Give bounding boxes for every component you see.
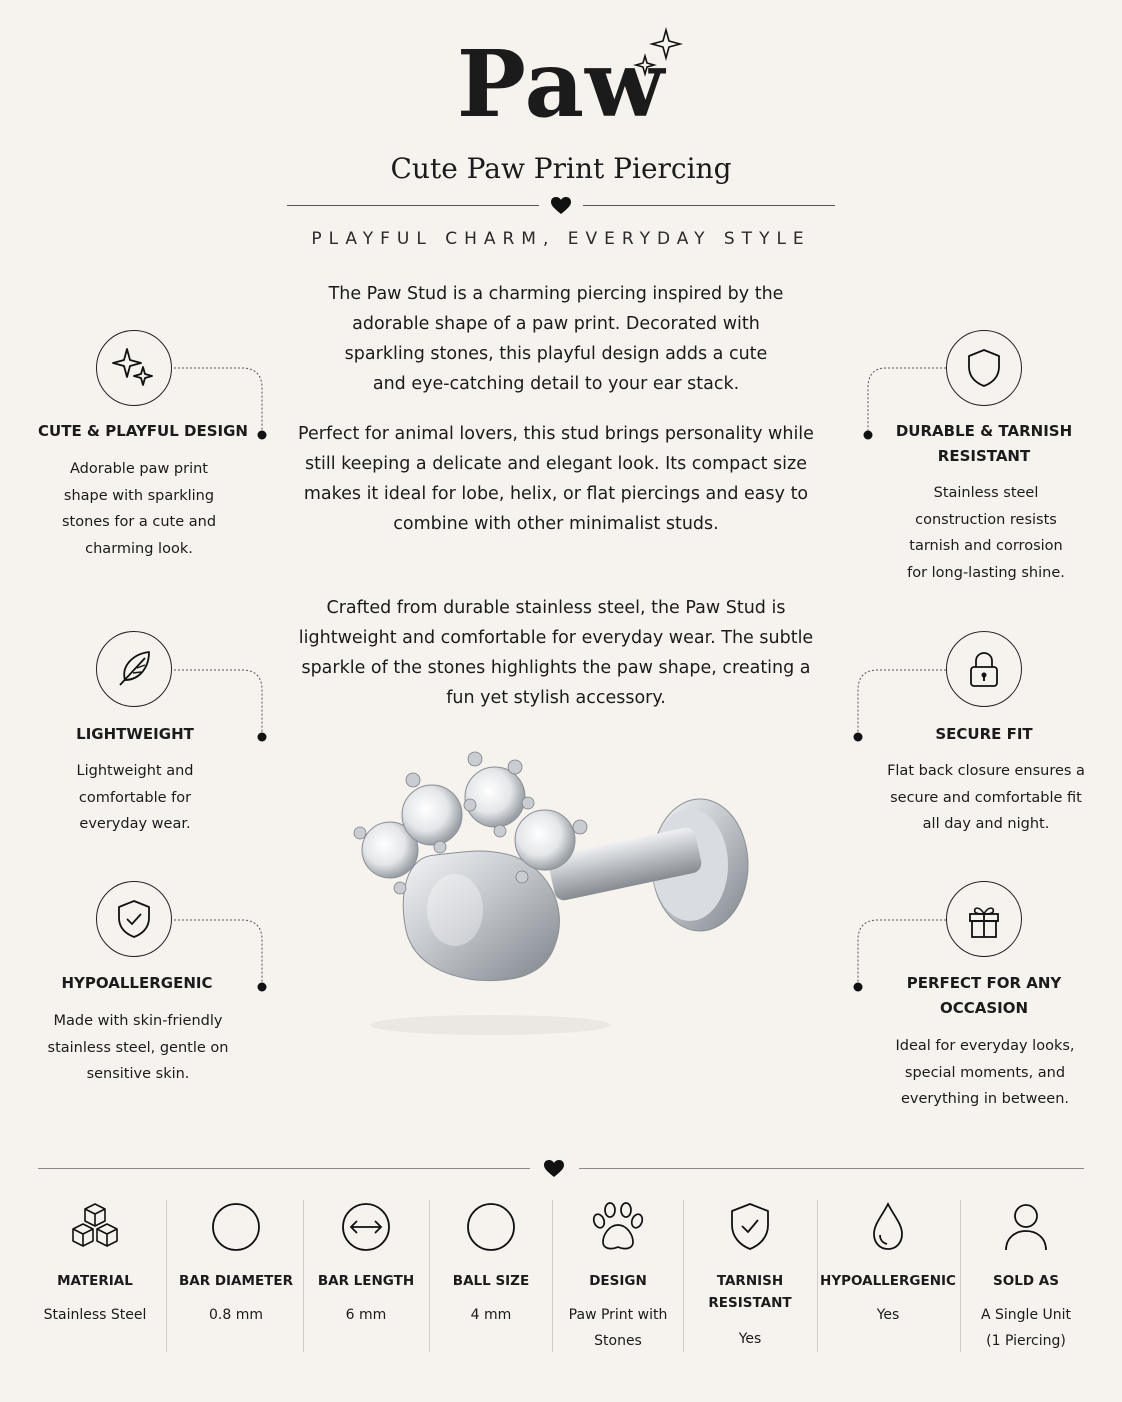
description-paragraph-2: Perfect for animal lovers, this stud brings personality while still keeping a delicate and elegant look. Its compact size makes it ideal for lobe, helix, or flat piercings and easy to combine with other minimalist studs. bbox=[298, 424, 814, 534]
spec-label: TARNISH RESISTANT bbox=[708, 1273, 792, 1311]
spec-separator bbox=[960, 1200, 961, 1352]
spec-label: DESIGN bbox=[589, 1273, 647, 1289]
spec-value: A Single Unit (1 Piercing) bbox=[980, 1307, 1071, 1349]
product-image bbox=[340, 745, 770, 1045]
spec-label: BAR DIAMETER bbox=[179, 1273, 293, 1289]
cubes-icon bbox=[68, 1200, 122, 1254]
spec-hypoallergenic bbox=[819, 1192, 957, 1357]
feature-icon-circle bbox=[96, 330, 172, 406]
feature-desc: Adorable paw print shape with sparkling stones for a cute and charming look. bbox=[61, 461, 217, 557]
spec-label: HYPOALLERGENIC bbox=[820, 1273, 956, 1289]
heart-icon bbox=[551, 197, 571, 215]
divider-right bbox=[583, 205, 835, 206]
feature-desc: Stainless steel construction resists tarnish and corrosion for long-lasting shine. bbox=[907, 485, 1065, 581]
spec-bar-diameter bbox=[170, 1192, 302, 1357]
person-icon bbox=[1001, 1200, 1051, 1254]
feature-icon-circle bbox=[96, 631, 172, 707]
feature-icon-circle bbox=[946, 330, 1022, 406]
spec-material bbox=[30, 1192, 160, 1357]
spec-separator bbox=[552, 1200, 553, 1352]
spec-separator bbox=[166, 1200, 167, 1352]
feature-title: LIGHTWEIGHT bbox=[76, 725, 194, 743]
feature-title: HYPOALLERGENIC bbox=[61, 974, 213, 992]
feature-desc: Made with skin-friendly stainless steel, gentle on sensitive skin. bbox=[47, 1013, 229, 1082]
spec-ball-size bbox=[431, 1192, 551, 1357]
feather-icon bbox=[111, 646, 157, 692]
circle-icon bbox=[464, 1200, 518, 1254]
feature-desc: Flat back closure ensures a secure and comfortable fit all day and night. bbox=[887, 763, 1085, 832]
feature-title: CUTE & PLAYFUL DESIGN bbox=[38, 422, 248, 440]
gift-icon bbox=[962, 897, 1006, 941]
spec-separator bbox=[429, 1200, 430, 1352]
spec-value: 6 mm bbox=[345, 1307, 387, 1323]
feature-icon-circle bbox=[96, 881, 172, 957]
description-paragraph-3: Crafted from durable stainless steel, the Paw Stud is lightweight and comfortable for everyday wear. The subtle sparkle of the stones highlights the paw shape, creating a fun yet stylish accessory. bbox=[298, 598, 814, 708]
feature-title: DURABLE & TARNISH RESISTANT bbox=[895, 422, 1073, 465]
spec-bar-length bbox=[305, 1192, 427, 1357]
product-title: Paw bbox=[456, 30, 666, 138]
circle-icon bbox=[209, 1200, 263, 1254]
spec-value: Paw Print with Stones bbox=[568, 1307, 668, 1349]
padlock-icon bbox=[962, 647, 1006, 691]
shield-check-icon bbox=[112, 897, 156, 941]
double-arrow-icon bbox=[339, 1200, 393, 1254]
droplet-icon bbox=[866, 1200, 910, 1254]
spec-separator bbox=[303, 1200, 304, 1352]
feature-title: SECURE FIT bbox=[935, 725, 1033, 743]
product-subtitle: Cute Paw Print Piercing bbox=[390, 152, 732, 185]
spec-value: 4 mm bbox=[470, 1307, 512, 1323]
paw-icon bbox=[589, 1199, 647, 1255]
spec-tarnish-resistant bbox=[685, 1192, 815, 1357]
spec-separator bbox=[683, 1200, 684, 1352]
feature-title: PERFECT FOR ANY OCCASION bbox=[906, 974, 1062, 1017]
description-paragraph-1: The Paw Stud is a charming piercing inspired by the adorable shape of a paw print. Decorated with sparkling stones, this playful design adds a cute and eye-catching detail to your ear stack. bbox=[328, 284, 784, 394]
shield-check-icon bbox=[725, 1200, 775, 1254]
sparkle-icon bbox=[628, 26, 688, 86]
feature-desc: Ideal for everyday looks, special moments, and everything in between. bbox=[895, 1038, 1075, 1107]
divider-left bbox=[38, 1168, 530, 1169]
spec-value: Yes bbox=[738, 1331, 762, 1347]
spec-value: Yes bbox=[876, 1307, 900, 1323]
sparkles-icon bbox=[109, 343, 159, 393]
shield-icon bbox=[962, 346, 1006, 390]
spec-value: 0.8 mm bbox=[209, 1307, 263, 1323]
feature-icon-circle bbox=[946, 631, 1022, 707]
spec-label: BALL SIZE bbox=[452, 1273, 530, 1289]
divider-left bbox=[287, 205, 539, 206]
spec-label: BAR LENGTH bbox=[317, 1273, 415, 1289]
spec-design bbox=[555, 1192, 681, 1357]
spec-sold-as bbox=[962, 1192, 1090, 1357]
heart-icon bbox=[544, 1160, 564, 1178]
tagline: PLAYFUL CHARM, EVERYDAY STYLE bbox=[311, 229, 811, 249]
spec-label: SOLD AS bbox=[993, 1273, 1059, 1289]
divider-right bbox=[579, 1168, 1084, 1169]
spec-label: MATERIAL bbox=[57, 1273, 133, 1289]
spec-value: Stainless Steel bbox=[43, 1307, 147, 1323]
feature-desc: Lightweight and comfortable for everyday wear. bbox=[76, 763, 194, 832]
feature-icon-circle bbox=[946, 881, 1022, 957]
spec-separator bbox=[817, 1200, 818, 1352]
